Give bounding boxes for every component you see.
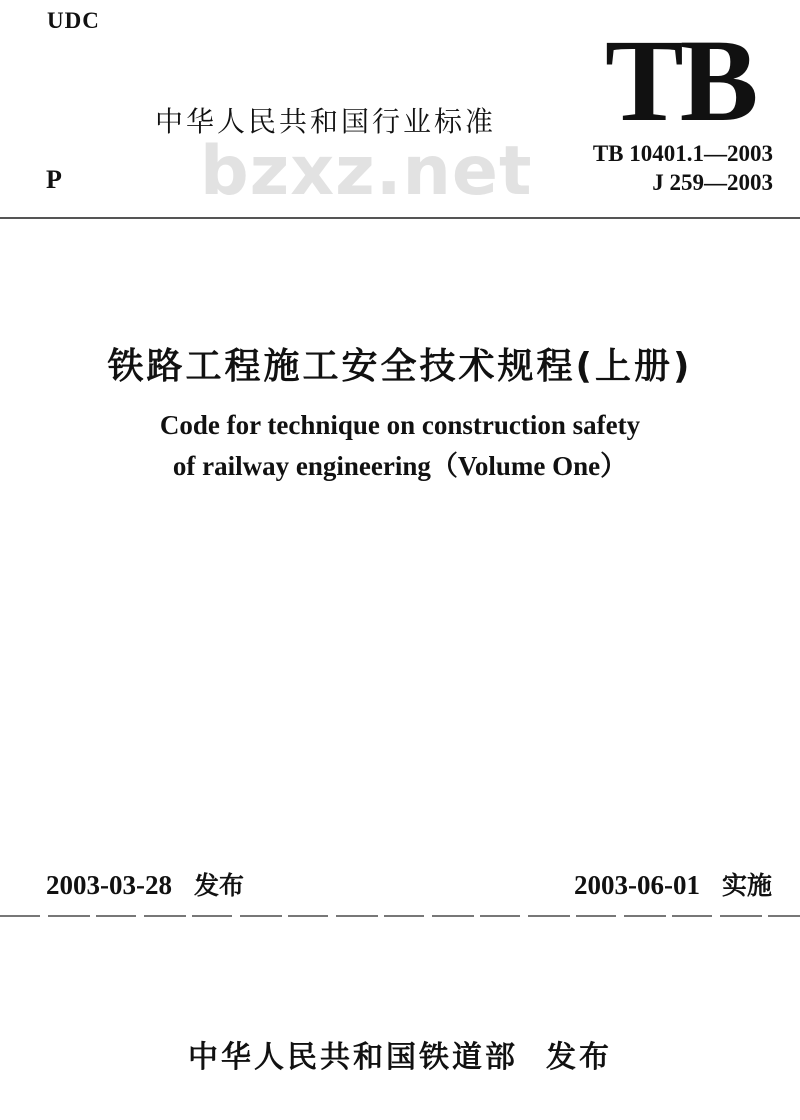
document-title-chinese: 铁路工程施工安全技术规程(上册) bbox=[107, 346, 693, 387]
implementation-date-block bbox=[574, 866, 772, 902]
document-title-english bbox=[0, 405, 800, 487]
standard-numbers bbox=[593, 139, 773, 197]
udc-label: UDC bbox=[47, 8, 100, 33]
issuer-label: 发布 bbox=[546, 1040, 612, 1075]
english-title-line-2: of railway engineering（Volume One） bbox=[172, 451, 628, 481]
tb-logo: TB bbox=[605, 15, 755, 146]
record-number: J 259—2003 bbox=[652, 170, 773, 195]
implementation-date: 2003-06-01 bbox=[574, 870, 700, 900]
issue-label: 发布 bbox=[193, 871, 244, 900]
issuer-line bbox=[0, 1032, 800, 1076]
implementation-label: 实施 bbox=[721, 871, 772, 900]
english-title-line-1: Code for technique on construction safety bbox=[159, 410, 641, 440]
header-divider bbox=[0, 217, 800, 219]
category-code: P bbox=[46, 165, 62, 194]
issue-date: 2003-03-28 bbox=[46, 870, 172, 900]
standard-number: TB 10401.1—2003 bbox=[592, 141, 773, 166]
industry-standard-heading: 中华人民共和国行业标准 bbox=[155, 105, 497, 138]
dates-divider bbox=[0, 915, 800, 917]
issuer-name: 中华人民共和国铁道部 bbox=[188, 1040, 518, 1075]
watermark: bzxz.net bbox=[200, 132, 533, 211]
issue-date-block bbox=[46, 866, 244, 902]
